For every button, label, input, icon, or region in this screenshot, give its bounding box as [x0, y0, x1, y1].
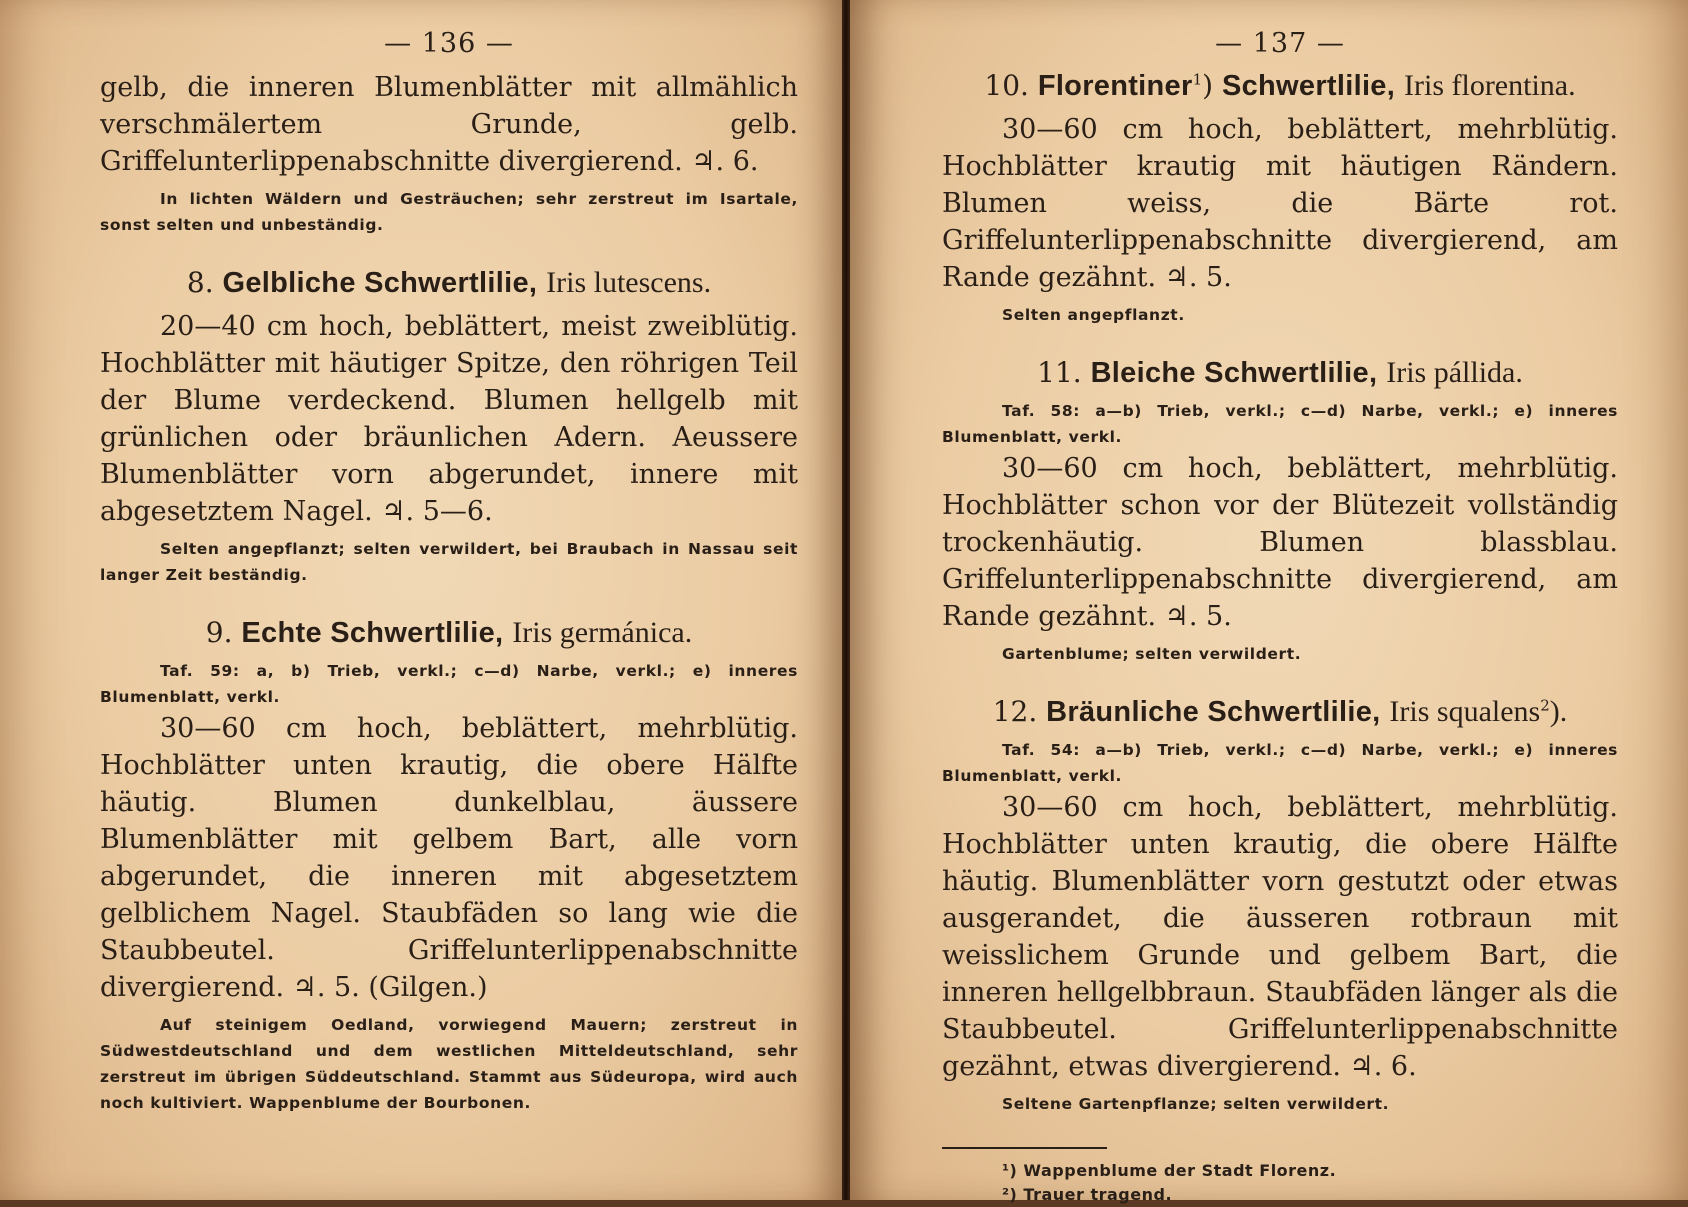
species-description: 30—60 cm hoch, beblättert, mehrblütig. Hochblätter unten krautig, die obere Hälfte häutig. Blumenblätter vorn gestutzt oder etwas ausgerandet, die äusseren rotbraun mit weisslichem Grunde und gelbem Bart, die inneren hellgelbbraun. Staubfäden länger als die Staubbeutel. Griffelunterlippenabschnitte gezähnt, etwas divergierend. ♃. 6. — [942, 792, 1618, 1082]
plate-text: a—b) Trieb, verkl.; c—d) Narbe, verkl.; e) inneres Blumenblatt, verkl. — [942, 402, 1619, 446]
plate-label: Taf. 58: — [1002, 402, 1081, 420]
species-description: 30—60 cm hoch, beblättert, mehrblütig. Hochblätter krautig mit häutigen Rändern. Blumen weiss, die Bärte rot. Griffelunterlippenabschnitte divergierend, am Rande gezähnt. ♃. 5. — [942, 114, 1618, 293]
plate-reference — [942, 398, 1618, 450]
species-description: 30—60 cm hoch, beblättert, mehrblütig. Hochblätter unten krautig, die obere Hälfte häutig. Blumen dunkelblau, äussere Blumenblätter mit gelbem Bart, alle vorn abgerundet, die inneren mit abgesetztem gelblichem Nagel. Staubfäden so lang wie die Staubbeutel. Griffelunterlippenabschnitte divergierend. ♃. 5. (Gilgen.) — [100, 713, 798, 1003]
plate-text: a, b) Trieb, verkl.; c—d) Narbe, verkl.; e) inneres Blumenblatt, verkl. — [100, 662, 798, 706]
right-page — [850, 0, 1688, 1204]
habitat-note: In lichten Wäldern und Gesträuchen; sehr zerstreut im Isartale, sonst selten und unbeständig. — [100, 190, 798, 234]
plate-label: Taf. 54: — [1002, 741, 1081, 759]
footnote — [1002, 1159, 1618, 1183]
species-latin-name: Iris squalens — [1389, 695, 1541, 728]
species-german-name: Florentiner — [1037, 70, 1193, 102]
species-number: 8. — [186, 266, 214, 299]
footnote-mark: 2 — [1540, 696, 1550, 715]
habitat-note: Auf steinigem Oedland, vorwiegend Mauern; zerstreut in Südwestdeutschland und dem westlichen Mitteldeutschland, sehr zerstreut im übrigen Süddeutschland. Stammt aus Südeuropa, wird auch noch kultiviert. Wappenblume der Bourbonen. — [100, 1016, 798, 1112]
species-heading-8 — [100, 266, 798, 300]
species-latin-name: Iris florentina. — [1404, 69, 1576, 102]
species-german-name: Bleiche Schwertlilie, — [1090, 357, 1378, 389]
species-german-name: Echte Schwertlilie, — [241, 617, 504, 649]
latin-name-end: ). — [1549, 695, 1568, 728]
footnote-rule — [942, 1147, 1107, 1149]
footnote-text: Wappenblume der Stadt Florenz. — [1023, 1161, 1337, 1180]
species-heading-9 — [100, 616, 798, 650]
footnote — [1002, 1183, 1618, 1207]
left-page — [0, 0, 842, 1200]
habitat-note: Selten angepflanzt; selten verwildert, bei Braubach in Nassau seit langer Zeit beständig. — [100, 540, 798, 584]
page-number: — 136 — — [384, 28, 514, 59]
species-number: 11. — [1037, 356, 1082, 389]
species-latin-name: Iris pállida. — [1386, 356, 1523, 389]
habitat-note: Seltene Gartenpflanze; selten verwildert. — [1002, 1095, 1390, 1113]
species-heading-11 — [942, 356, 1618, 390]
species-latin-name: Iris germánica. — [512, 616, 693, 649]
habitat-note: Selten angepflanzt. — [1002, 306, 1185, 324]
species-number: 12. — [992, 695, 1038, 728]
species-german-name-2: Schwertlilie, — [1221, 70, 1396, 102]
plate-label: Taf. 59: — [160, 662, 240, 680]
footnote-marker: ¹) — [1002, 1161, 1018, 1180]
species-description: 30—60 cm hoch, beblättert, mehrblütig. Hochblätter schon vor der Blütezeit vollständig trockenhäutig. Blumen blassblau. Griffelunterlippenabschnitte divergierend, am Rande gezähnt. ♃. 5. — [942, 453, 1618, 632]
species-german-name: Bräunliche Schwertlilie, — [1046, 696, 1381, 728]
species-heading-12 — [942, 695, 1618, 729]
species-number: 9. — [205, 616, 233, 649]
species-heading-10: 10. Florentiner$^1$) Schwertlilie, Iris florentina. — [984, 69, 1576, 102]
species-description: 20—40 cm hoch, beblättert, meist zweiblütig. Hochblätter mit häutiger Spitze, den röhrigen Teil der Blume verdeckend. Blumen hellgelb mit grünlichen oder bräunlichen Adern. Aeussere Blumenblätter vorn abgerundet, innere mit abgesetztem Nagel. ♃. 5—6. — [100, 311, 798, 527]
habitat-note: Gartenblume; selten verwildert. — [1002, 645, 1302, 663]
continuation-text: gelb, die inneren Blumenblätter mit allmählich verschmälertem Grunde, gelb. Griffelunterlippenabschnitte divergierend. ♃. 6. — [100, 72, 798, 177]
species-latin-name: Iris lutescens. — [546, 266, 712, 299]
book-gutter — [842, 0, 850, 1200]
plate-text: a—b) Trieb, verkl.; c—d) Narbe, verkl.; e) inneres Blumenblatt, verkl. — [942, 741, 1619, 785]
plate-reference — [100, 658, 798, 710]
plate-reference — [942, 737, 1618, 789]
page-number: — 137 — — [1215, 28, 1345, 59]
species-number: 10. — [984, 69, 1029, 102]
footnote-text: Trauer tragend. — [1023, 1185, 1173, 1204]
footnote-marker: ²) — [1002, 1185, 1018, 1204]
species-german-name: Gelbliche Schwertlilie, — [222, 267, 538, 299]
footnote-mark: 1 — [1192, 70, 1203, 89]
